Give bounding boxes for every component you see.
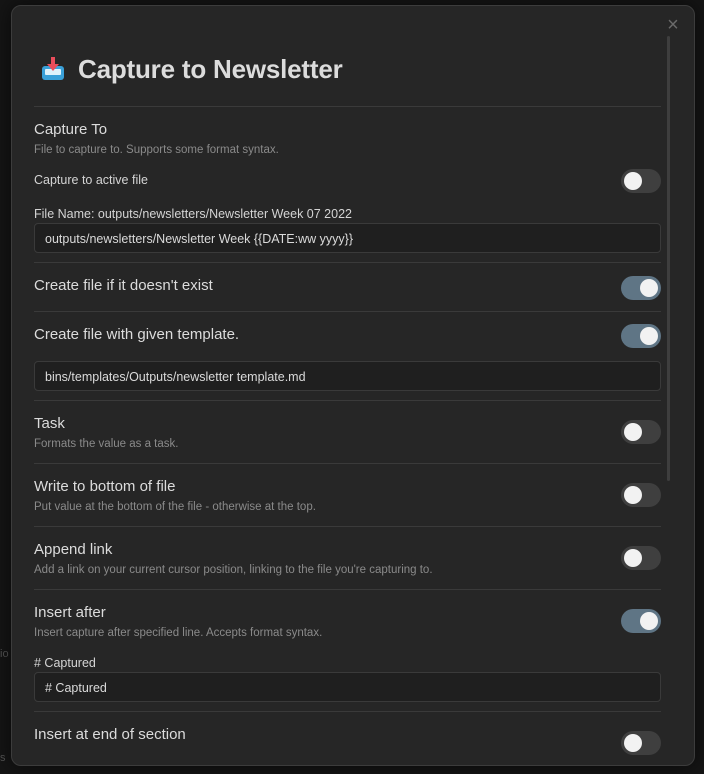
capture-settings-modal <box>11 5 695 766</box>
modal-title: Capture to Newsletter <box>78 53 343 84</box>
write-bottom-toggle[interactable] <box>621 483 661 507</box>
create-if-missing-label: Create file if it doesn't exist <box>34 277 213 294</box>
toggle-knob <box>640 612 658 630</box>
divider <box>34 311 661 312</box>
file-name-preview-label: File Name: outputs/newsletters/Newsletter Week 07 2022 <box>34 207 352 221</box>
create-with-template-label: Create file with given template. <box>34 326 240 343</box>
task-heading: Task <box>34 415 65 432</box>
capture-active-file-label: Capture to active file <box>34 173 148 187</box>
capture-active-file-toggle[interactable] <box>621 169 661 193</box>
background-text-fragment: s <box>0 752 6 764</box>
append-link-toggle[interactable] <box>621 546 661 570</box>
append-link-heading: Append link <box>34 541 113 558</box>
background-text-fragment: io <box>0 648 9 660</box>
insert-after-toggle[interactable] <box>621 609 661 633</box>
divider <box>34 711 661 712</box>
inbox-tray-icon <box>40 56 66 82</box>
insert-end-section-toggle[interactable] <box>621 731 661 755</box>
write-bottom-description: Put value at the bottom of the file - otherwise at the top. <box>34 501 316 513</box>
toggle-knob <box>640 327 658 345</box>
toggle-knob <box>624 549 642 567</box>
divider <box>34 400 661 401</box>
divider <box>34 463 661 464</box>
toggle-knob <box>624 423 642 441</box>
insert-end-section-heading: Insert at end of section <box>34 726 186 743</box>
write-bottom-heading: Write to bottom of file <box>34 478 176 495</box>
toggle-knob <box>624 486 642 504</box>
toggle-knob <box>624 172 642 190</box>
file-name-input[interactable]: outputs/newsletters/Newsletter Week {{DATE:ww yyyy}} <box>34 223 661 253</box>
insert-after-description: Insert capture after specified line. Accepts format syntax. <box>34 627 323 639</box>
task-toggle[interactable] <box>621 420 661 444</box>
insert-after-heading: Insert after <box>34 604 106 621</box>
divider <box>34 262 661 263</box>
scrollbar[interactable] <box>667 36 670 481</box>
capture-to-heading: Capture To <box>34 121 108 138</box>
append-link-description: Add a link on your current cursor position, linking to the file you're capturing to. <box>34 564 433 576</box>
insert-after-preview-label: # Captured <box>34 656 96 670</box>
toggle-knob <box>624 734 642 752</box>
divider <box>34 526 661 527</box>
create-with-template-toggle[interactable] <box>621 324 661 348</box>
task-description: Formats the value as a task. <box>34 438 179 450</box>
template-path-input[interactable]: bins/templates/Outputs/newsletter template.md <box>34 361 661 391</box>
capture-to-description: File to capture to. Supports some format syntax. <box>34 144 279 156</box>
create-if-missing-toggle[interactable] <box>621 276 661 300</box>
divider <box>34 106 661 107</box>
close-icon[interactable]: × <box>667 14 679 36</box>
toggle-knob <box>640 279 658 297</box>
insert-after-input[interactable]: # Captured <box>34 672 661 702</box>
divider <box>34 589 661 590</box>
title-row <box>34 51 343 87</box>
